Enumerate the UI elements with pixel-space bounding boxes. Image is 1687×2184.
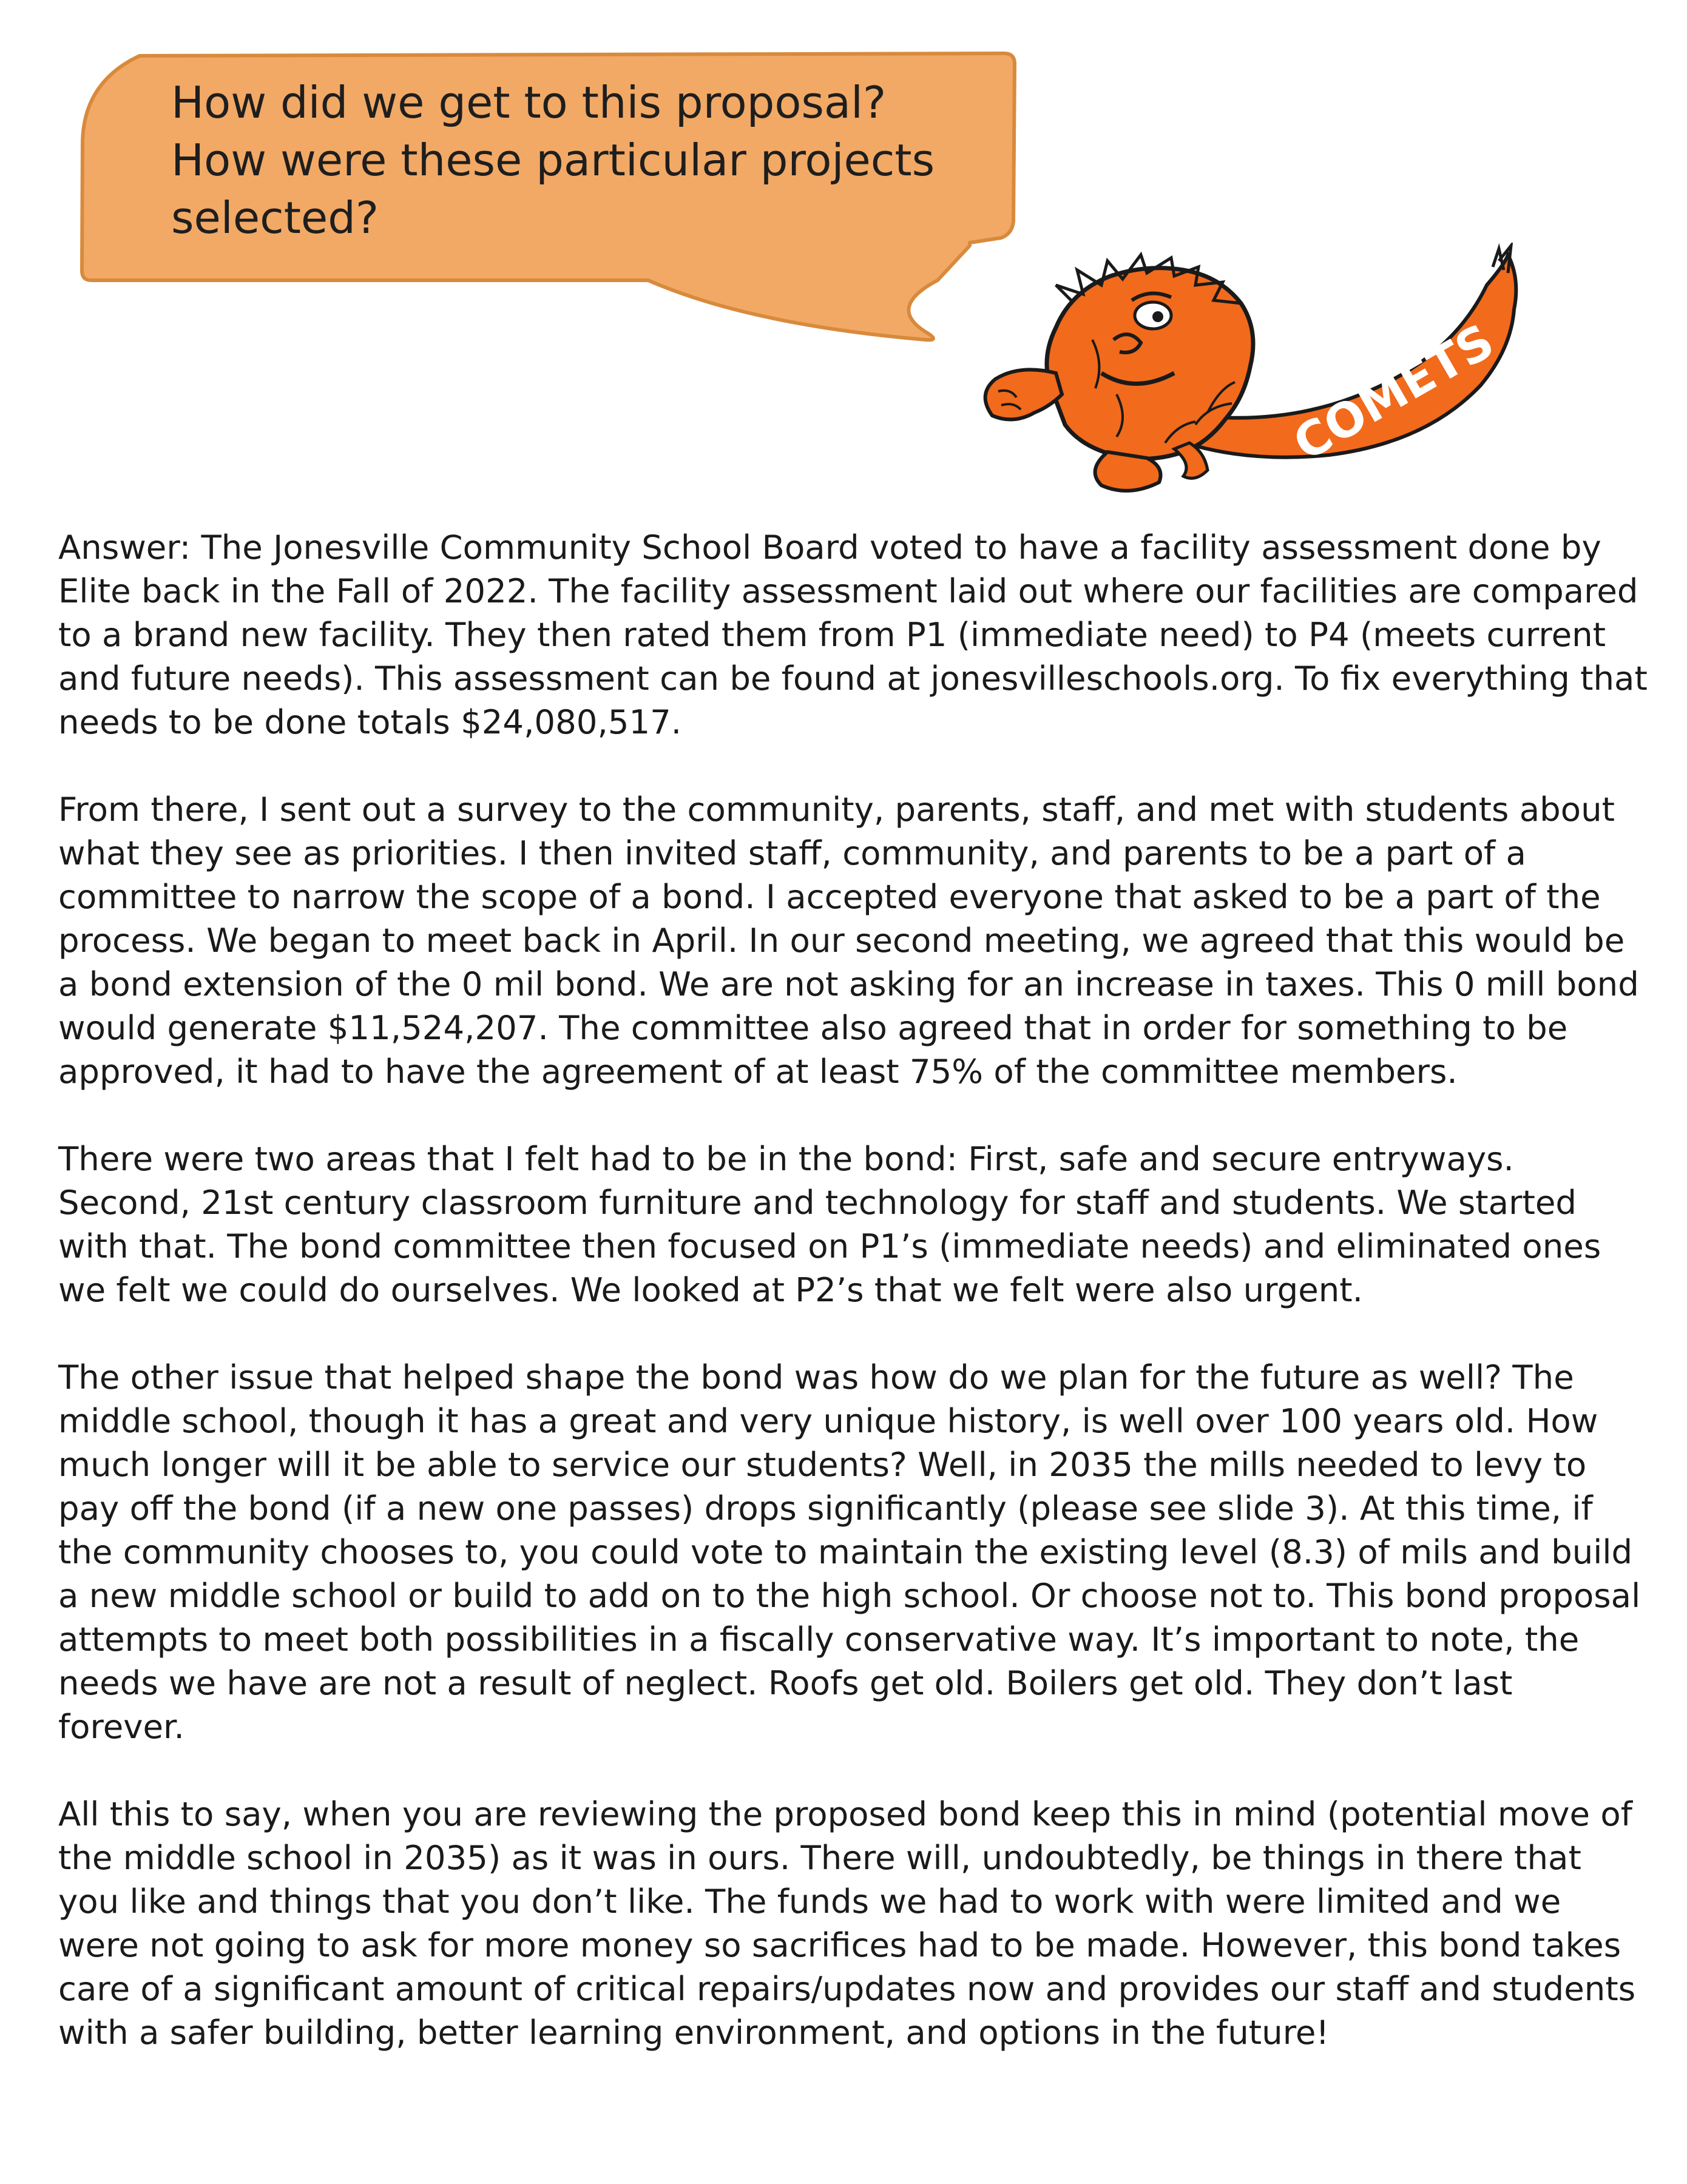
answer-body bbox=[58, 525, 1648, 2098]
question-heading: How did we get to this proposal? How were these particular projects selected? bbox=[171, 77, 935, 243]
answer-paragraph-1: Answer: The Jonesville Community School Board voted to have a facility assessment done by Elite back in the Fall of 2022. The facility assessment laid out where our facilities are compared to a brand new facility. They then rated them from P1 (immediate need) to P4 (meets current and future needs). This assessment can be found at jonesvilleschools.org. To fix everything that needs to be done totals $24,080,517. bbox=[58, 528, 1648, 741]
svg-text:COMETS: COMETS bbox=[1284, 314, 1504, 472]
answer-paragraph-4: The other issue that helped shape the bond was how do we plan for the future as well? The middle school, though it has a great and very unique history, is well over 100 years old. How much longer will it be able to service our students? Well, in 2035 the mills needed to levy to pay off the bond (if a new one passes) drops significantly (please see slide 3). At this time, if the community chooses to, you could vote to maintain the existing level (8.3) of mils and build a new middle school or build to add on to the high school. Or choose not to. This bond proposal attempts to meet both possibilities in a fiscally conservative way. It’s important to note, the needs we have are not a result of neglect. Roofs get old. Boilers get old. They don’t last forever. bbox=[58, 1358, 1641, 1746]
comet-fist bbox=[985, 369, 1062, 419]
comet-mascot-logo bbox=[965, 243, 1529, 528]
answer-paragraph-5: All this to say, when you are reviewing the proposed bond keep this in mind (potential move of the middle school in 2035) as it was in ours. There will, undoubtedly, be things in there that you like and things that you don’t like. The funds we had to work with were limited and we were not going to ask for more money so sacrifices had to be made. However, this bond takes care of a significant amount of critical repairs/updates now and provides our staff and students with a safer building, better learning environment, and options in the future! bbox=[58, 1795, 1636, 2052]
answer-paragraph-3: There were two areas that I felt had to be in the bond: First, safe and secure entryways. Second, 21st century classroom furniture and technology for staff and students. We started with that. The bond committee then focused on P1’s (immediate needs) and eliminated ones we felt we could do ourselves. We looked at P2’s that we felt were also urgent. bbox=[58, 1139, 1601, 1309]
answer-paragraph-2: From there, I sent out a survey to the community, parents, staff, and met with students about what they see as priorities. I then invited staff, community, and parents to be a part of a committee to narrow the scope of a bond. I accepted everyone that asked to be a part of the process. We began to meet back in April. In our second meeting, we agreed that this would be a bond extension of the 0 mil bond. We are not asking for an increase in taxes. This 0 mill bond would generate $11,524,207. The committee also agreed that in order for something to be approved, it had to have the agreement of at least 75% of the committee members. bbox=[58, 790, 1639, 1091]
